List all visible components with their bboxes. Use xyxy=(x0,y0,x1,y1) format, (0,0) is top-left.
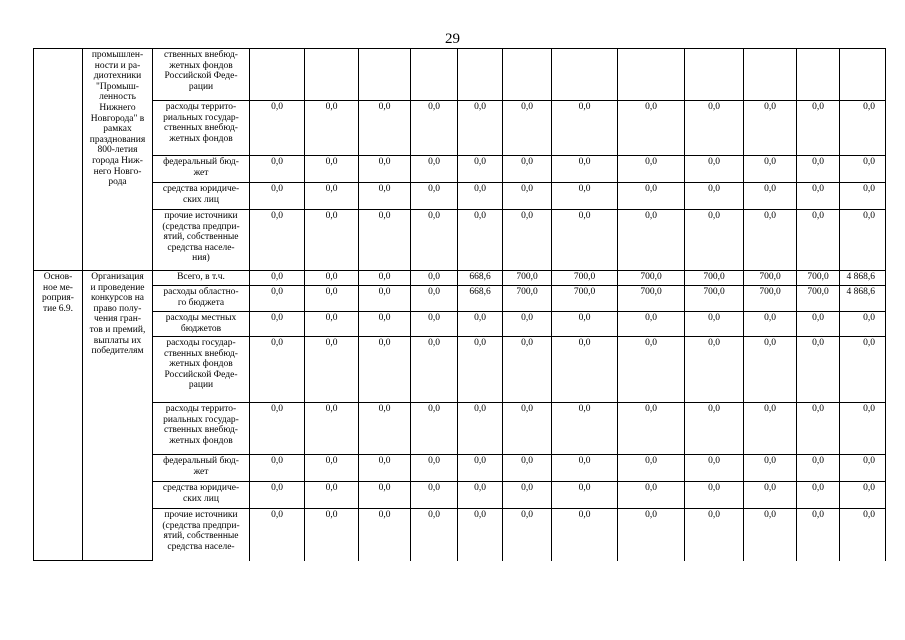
year-value-cell: 0,0 xyxy=(305,183,359,210)
total-value-cell: 0,0 xyxy=(840,312,886,337)
year-value-cell: 0,0 xyxy=(305,286,359,312)
total-value-cell: 4 868,6 xyxy=(840,271,886,286)
year-value-cell: 0,0 xyxy=(685,455,744,482)
table-row xyxy=(34,337,886,403)
year-value-cell: 0,0 xyxy=(618,101,685,156)
year-value-cell: 0,0 xyxy=(250,509,305,561)
year-value-cell: 0,0 xyxy=(685,156,744,183)
year-value-cell: 0,0 xyxy=(744,482,797,509)
year-value-cell: 0,0 xyxy=(305,403,359,455)
year-value-cell: 0,0 xyxy=(797,455,840,482)
year-value-cell: 0,0 xyxy=(503,312,552,337)
year-value-cell: 0,0 xyxy=(458,210,503,271)
year-value-cell: 0,0 xyxy=(458,403,503,455)
year-value-cell: 0,0 xyxy=(458,482,503,509)
year-value-cell: 0,0 xyxy=(250,286,305,312)
year-value-cell: 0,0 xyxy=(685,509,744,561)
year-value-cell: 0,0 xyxy=(552,312,618,337)
year-value-cell: 0,0 xyxy=(411,101,458,156)
year-value-cell: 0,0 xyxy=(797,337,840,403)
year-value-cell: 0,0 xyxy=(250,312,305,337)
funding-source-cell: федеральный бюд- жет xyxy=(153,156,250,183)
table-row xyxy=(34,156,886,183)
year-value-cell: 0,0 xyxy=(250,482,305,509)
year-value-cell: 0,0 xyxy=(744,312,797,337)
year-value-cell: 0,0 xyxy=(552,156,618,183)
year-value-cell: 0,0 xyxy=(744,337,797,403)
total-value-cell: 0,0 xyxy=(840,455,886,482)
year-value-cell: 0,0 xyxy=(359,455,411,482)
year-value-cell: 0,0 xyxy=(744,101,797,156)
year-value-cell: 0,0 xyxy=(618,337,685,403)
year-value-cell: 0,0 xyxy=(305,210,359,271)
year-value-cell: 0,0 xyxy=(797,210,840,271)
year-value-cell: 700,0 xyxy=(797,286,840,312)
year-value-cell: 0,0 xyxy=(411,271,458,286)
year-value-cell xyxy=(618,49,685,101)
event-number-cell xyxy=(34,49,83,271)
total-value-cell xyxy=(840,49,886,101)
year-value-cell: 0,0 xyxy=(503,455,552,482)
table-row xyxy=(34,271,886,286)
year-value-cell: 0,0 xyxy=(411,286,458,312)
year-value-cell: 0,0 xyxy=(305,482,359,509)
year-value-cell: 0,0 xyxy=(744,455,797,482)
event-name-cell: Организация и проведение конкурсов на право полу- чения гран- тов и премий, выплаты их победителям xyxy=(83,271,153,561)
funding-source-cell: ственных внебюд- жетных фондов Российской Феде- рации xyxy=(153,49,250,101)
year-value-cell: 0,0 xyxy=(685,403,744,455)
table-row xyxy=(34,312,886,337)
year-value-cell: 0,0 xyxy=(797,509,840,561)
year-value-cell: 668,6 xyxy=(458,271,503,286)
table-row xyxy=(34,183,886,210)
total-value-cell: 0,0 xyxy=(840,337,886,403)
total-value-cell: 0,0 xyxy=(840,509,886,561)
year-value-cell: 0,0 xyxy=(797,101,840,156)
year-value-cell xyxy=(250,49,305,101)
total-value-cell: 0,0 xyxy=(840,156,886,183)
year-value-cell: 700,0 xyxy=(744,286,797,312)
year-value-cell: 0,0 xyxy=(552,101,618,156)
year-value-cell: 0,0 xyxy=(618,455,685,482)
year-value-cell: 668,6 xyxy=(458,286,503,312)
year-value-cell: 700,0 xyxy=(685,286,744,312)
year-value-cell: 700,0 xyxy=(552,271,618,286)
year-value-cell: 0,0 xyxy=(305,271,359,286)
year-value-cell: 0,0 xyxy=(552,210,618,271)
year-value-cell xyxy=(685,49,744,101)
year-value-cell: 700,0 xyxy=(503,271,552,286)
year-value-cell: 0,0 xyxy=(685,101,744,156)
year-value-cell: 0,0 xyxy=(744,403,797,455)
total-value-cell: 4 868,6 xyxy=(840,286,886,312)
year-value-cell: 0,0 xyxy=(250,337,305,403)
year-value-cell: 0,0 xyxy=(458,337,503,403)
funding-source-cell: средства юридиче- ских лиц xyxy=(153,482,250,509)
funding-source-cell: прочие источники (средства предпри- ятий, собственные средства населе- ния) xyxy=(153,210,250,271)
year-value-cell: 0,0 xyxy=(503,183,552,210)
year-value-cell: 0,0 xyxy=(411,156,458,183)
year-value-cell: 0,0 xyxy=(305,101,359,156)
table-row xyxy=(34,101,886,156)
year-value-cell: 0,0 xyxy=(552,482,618,509)
total-value-cell: 0,0 xyxy=(840,183,886,210)
year-value-cell: 0,0 xyxy=(618,509,685,561)
year-value-cell: 0,0 xyxy=(359,482,411,509)
year-value-cell: 0,0 xyxy=(797,183,840,210)
year-value-cell xyxy=(458,49,503,101)
total-value-cell: 0,0 xyxy=(840,482,886,509)
year-value-cell: 0,0 xyxy=(618,183,685,210)
year-value-cell: 0,0 xyxy=(552,337,618,403)
year-value-cell: 0,0 xyxy=(744,183,797,210)
year-value-cell: 0,0 xyxy=(411,312,458,337)
year-value-cell: 700,0 xyxy=(744,271,797,286)
year-value-cell: 0,0 xyxy=(359,101,411,156)
year-value-cell: 0,0 xyxy=(552,183,618,210)
year-value-cell: 0,0 xyxy=(685,183,744,210)
year-value-cell: 0,0 xyxy=(552,403,618,455)
event-name-cell: промышлен- ности и ра- диотехники "Промыш- ленность Нижнего Новгорода" в рамках празднования 800-летия города Ниж- него Новго- рода xyxy=(83,49,153,271)
year-value-cell: 0,0 xyxy=(618,403,685,455)
year-value-cell: 0,0 xyxy=(618,482,685,509)
year-value-cell: 0,0 xyxy=(250,101,305,156)
year-value-cell: 0,0 xyxy=(458,455,503,482)
table-row xyxy=(34,403,886,455)
year-value-cell: 0,0 xyxy=(503,482,552,509)
year-value-cell: 0,0 xyxy=(618,312,685,337)
year-value-cell: 0,0 xyxy=(250,403,305,455)
year-value-cell: 0,0 xyxy=(503,403,552,455)
year-value-cell: 0,0 xyxy=(552,509,618,561)
total-value-cell: 0,0 xyxy=(840,210,886,271)
year-value-cell xyxy=(552,49,618,101)
year-value-cell: 0,0 xyxy=(411,183,458,210)
year-value-cell: 0,0 xyxy=(359,210,411,271)
year-value-cell: 0,0 xyxy=(552,455,618,482)
year-value-cell: 0,0 xyxy=(359,271,411,286)
year-value-cell: 0,0 xyxy=(250,156,305,183)
year-value-cell: 0,0 xyxy=(685,337,744,403)
year-value-cell: 0,0 xyxy=(618,156,685,183)
year-value-cell: 0,0 xyxy=(359,286,411,312)
funding-source-cell: федеральный бюд- жет xyxy=(153,455,250,482)
year-value-cell xyxy=(305,49,359,101)
year-value-cell: 0,0 xyxy=(250,183,305,210)
year-value-cell: 0,0 xyxy=(359,509,411,561)
year-value-cell: 0,0 xyxy=(411,482,458,509)
year-value-cell: 0,0 xyxy=(359,312,411,337)
table-row xyxy=(34,482,886,509)
year-value-cell: 0,0 xyxy=(250,455,305,482)
page-number: 29 xyxy=(445,31,460,47)
year-value-cell xyxy=(359,49,411,101)
year-value-cell xyxy=(797,49,840,101)
year-value-cell: 0,0 xyxy=(797,312,840,337)
year-value-cell: 0,0 xyxy=(685,312,744,337)
table-row xyxy=(34,509,886,561)
year-value-cell: 700,0 xyxy=(552,286,618,312)
total-value-cell: 0,0 xyxy=(840,403,886,455)
year-value-cell: 0,0 xyxy=(250,271,305,286)
funding-source-cell: Всего, в т.ч. xyxy=(153,271,250,286)
budget-table xyxy=(33,48,886,561)
total-value-cell: 0,0 xyxy=(840,101,886,156)
funding-source-cell: расходы областно- го бюджета xyxy=(153,286,250,312)
year-value-cell: 0,0 xyxy=(744,509,797,561)
funding-source-cell: расходы террито- риальных государ- ственных внебюд- жетных фондов xyxy=(153,101,250,156)
year-value-cell: 0,0 xyxy=(503,210,552,271)
year-value-cell: 0,0 xyxy=(411,403,458,455)
year-value-cell: 700,0 xyxy=(685,271,744,286)
table-row xyxy=(34,286,886,312)
year-value-cell: 0,0 xyxy=(359,156,411,183)
year-value-cell: 0,0 xyxy=(503,337,552,403)
year-value-cell: 0,0 xyxy=(359,337,411,403)
year-value-cell: 0,0 xyxy=(797,482,840,509)
funding-source-cell: средства юридиче- ских лиц xyxy=(153,183,250,210)
table-row xyxy=(34,49,886,101)
year-value-cell: 700,0 xyxy=(618,286,685,312)
year-value-cell: 0,0 xyxy=(744,156,797,183)
event-number-cell: Основ- ное ме- роприя- тие 6.9. xyxy=(34,271,83,561)
table-row xyxy=(34,455,886,482)
year-value-cell: 0,0 xyxy=(411,455,458,482)
year-value-cell: 0,0 xyxy=(797,403,840,455)
year-value-cell: 0,0 xyxy=(744,210,797,271)
year-value-cell: 0,0 xyxy=(797,156,840,183)
year-value-cell: 700,0 xyxy=(503,286,552,312)
year-value-cell xyxy=(503,49,552,101)
year-value-cell: 0,0 xyxy=(458,312,503,337)
year-value-cell: 0,0 xyxy=(305,312,359,337)
table-row xyxy=(34,210,886,271)
year-value-cell: 0,0 xyxy=(503,509,552,561)
year-value-cell: 0,0 xyxy=(411,509,458,561)
year-value-cell: 0,0 xyxy=(305,337,359,403)
year-value-cell xyxy=(744,49,797,101)
year-value-cell: 0,0 xyxy=(503,101,552,156)
year-value-cell: 0,0 xyxy=(305,455,359,482)
year-value-cell: 0,0 xyxy=(458,101,503,156)
funding-source-cell: расходы государ- ственных внебюд- жетных фондов Российской Феде- рации xyxy=(153,337,250,403)
year-value-cell: 0,0 xyxy=(305,509,359,561)
funding-source-cell: расходы местных бюджетов xyxy=(153,312,250,337)
year-value-cell: 0,0 xyxy=(685,210,744,271)
year-value-cell: 0,0 xyxy=(359,403,411,455)
funding-source-cell: прочие источники (средства предпри- ятий, собственные средства населе- xyxy=(153,509,250,561)
year-value-cell: 0,0 xyxy=(503,156,552,183)
year-value-cell: 0,0 xyxy=(359,183,411,210)
year-value-cell: 0,0 xyxy=(618,210,685,271)
year-value-cell: 0,0 xyxy=(458,156,503,183)
year-value-cell: 0,0 xyxy=(458,183,503,210)
year-value-cell xyxy=(411,49,458,101)
year-value-cell: 0,0 xyxy=(305,156,359,183)
year-value-cell: 0,0 xyxy=(458,509,503,561)
year-value-cell: 0,0 xyxy=(250,210,305,271)
year-value-cell: 700,0 xyxy=(797,271,840,286)
year-value-cell: 700,0 xyxy=(618,271,685,286)
year-value-cell: 0,0 xyxy=(411,210,458,271)
year-value-cell: 0,0 xyxy=(685,482,744,509)
funding-source-cell: расходы террито- риальных государ- ственных внебюд- жетных фондов xyxy=(153,403,250,455)
year-value-cell: 0,0 xyxy=(411,337,458,403)
